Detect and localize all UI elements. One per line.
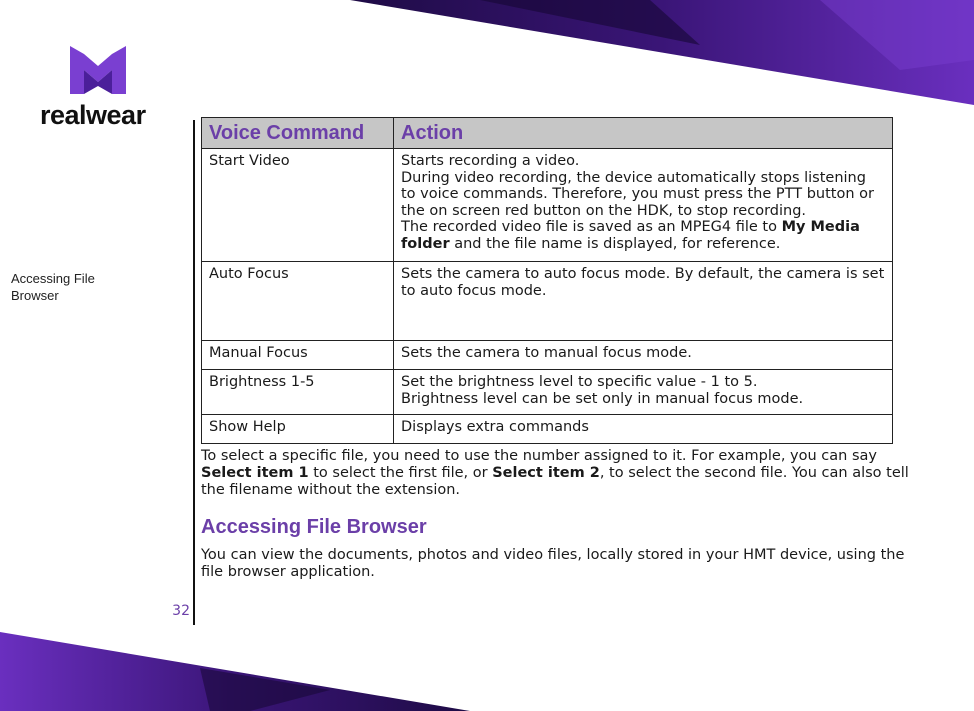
action-bold-text: My Media folder <box>401 219 860 252</box>
table-row <box>202 262 893 341</box>
table-row <box>202 149 893 262</box>
section-heading: Accessing File Browser <box>201 516 427 538</box>
command-cell: Manual Focus <box>202 341 394 370</box>
section-body: You can view the documents, photos and video files, locally stored in your HMT device, using the file browser application. <box>201 547 905 580</box>
section-side-label: Accessing File Browser <box>11 271 95 303</box>
action-line: During video recording, the device automatically stops listening to voice commands. Therefore, you must press the PTT button or the on screen red button on the HDK, to stop recording. <box>401 169 874 219</box>
realwear-logo-icon <box>70 46 126 94</box>
top-banner-shape <box>350 0 974 105</box>
table-row <box>202 415 893 444</box>
margin-divider <box>193 120 195 625</box>
paragraph-text: To select a specific file, you need to use the number assigned to it. For example, you can say <box>201 448 877 464</box>
action-line: Brightness level can be set only in manual focus mode. <box>401 390 804 407</box>
logo-wordmark: realwear <box>40 100 146 130</box>
action-cell: Displays extra commands <box>394 415 893 444</box>
top-banner-shadow <box>480 0 700 45</box>
command-cell: Auto Focus <box>202 262 394 341</box>
select-file-paragraph <box>201 448 931 499</box>
action-line: Starts recording a video. <box>401 153 580 169</box>
paragraph-text: to select the first file, or <box>308 465 493 481</box>
command-cell: Brightness 1-5 <box>202 370 394 415</box>
action-cell: Sets the camera to auto focus mode. By default, the camera is set to auto focus mode. <box>394 262 893 341</box>
action-line <box>401 219 885 252</box>
paragraph-text: , to select the second file. You can also tell the filename without the extension. <box>201 465 909 498</box>
bottom-banner-shape <box>0 632 470 711</box>
top-banner-highlight <box>820 0 974 70</box>
select-item-2-command: Select item 2 <box>492 465 600 481</box>
header-action: Action <box>394 118 893 149</box>
table-row <box>202 341 893 370</box>
action-line: Set the brightness level to specific value - 1 to 5. <box>401 374 758 390</box>
header-voice-command: Voice Command <box>202 118 394 149</box>
action-cell: Sets the camera to manual focus mode. <box>394 341 893 370</box>
table-header-row <box>202 118 893 149</box>
table-row <box>202 370 893 415</box>
action-cell <box>394 149 893 262</box>
page-number: 32 <box>172 603 190 619</box>
action-cell <box>394 370 893 415</box>
action-text: and the file name is displayed, for reference. <box>449 235 781 252</box>
action-text: The recorded video file is saved as an MPEG4 file to <box>401 219 782 235</box>
select-item-1-command: Select item 1 <box>201 465 309 481</box>
command-cell: Start Video <box>202 149 394 262</box>
bottom-banner-shadow <box>200 668 330 711</box>
command-cell: Show Help <box>202 415 394 444</box>
voice-command-table <box>201 117 893 444</box>
